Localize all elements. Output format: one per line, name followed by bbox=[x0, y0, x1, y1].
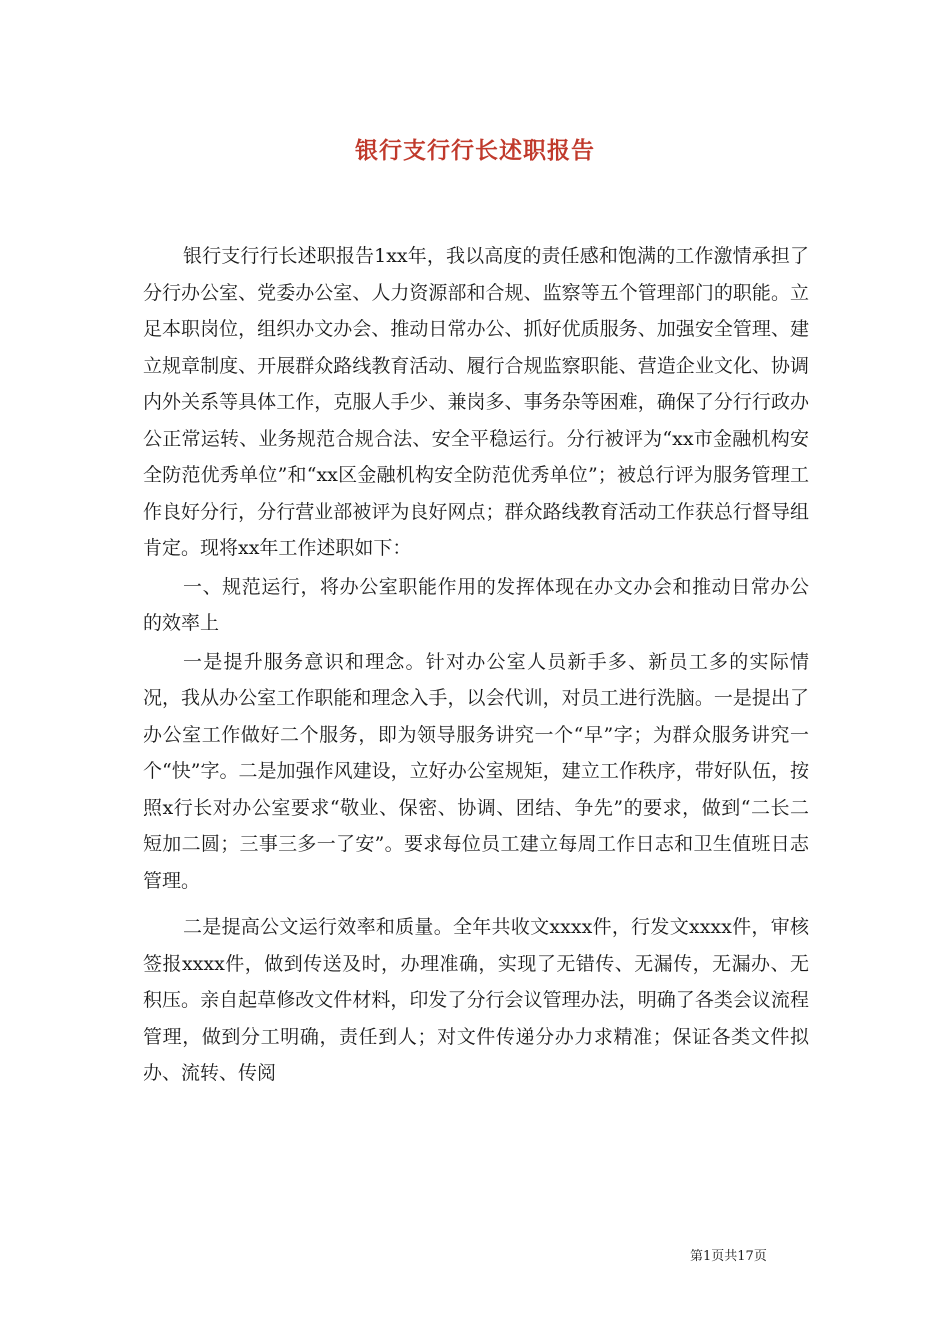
paragraph-section-heading: 一、规范运行，将办公室职能作用的发挥体现在办文办会和推动日常办公的效率上 bbox=[143, 575, 809, 634]
paragraph-point-one: 一是提升服务意识和理念。针对办公室人员新手多、新员工多的实际情况，我从办公室工作职能和理念入手，以会代训，对员工进行洗脑。一是提出了办公室工作做好二个服务，即为领导服务讲究一个“早”字；为群众服务讲究一个“快”字。二是加强作风建设，立好办公室规矩，建立工作秩序，带好队伍，按照x行长对办公室要求“敬业、保密、协调、团结、争先”的要求，做到“二长二短加二圆；三事三多一了安”。要求每位员工建立每周工作日志和卫生值班日志管理。 bbox=[143, 650, 809, 892]
document-title: 银行支行行长述职报告 bbox=[355, 137, 595, 164]
paragraph-point-two: 二是提高公文运行效率和质量。全年共收文xxxx件，行发文xxxx件，审核签报xxxx件，做到传送及时，办理准确，实现了无错传、无漏传，无漏办、无积压。亲自起草修改文件材料，印发了分行会议管理办法，明确了各类会议流程管理，做到分工明确，责任到人；对文件传递分办力求精准；保证各类文件拟办、流转、传阅 bbox=[143, 916, 809, 1084]
document-body bbox=[143, 238, 809, 1092]
page-number-footer: 第1页共17页 bbox=[690, 1249, 767, 1264]
paragraph-intro: 银行支行行长述职报告1xx年，我以高度的责任感和饱满的工作激情承担了分行办公室、党委办公室、人力资源部和合规、监察等五个管理部门的职能。立足本职岗位，组织办文办会、推动日常办公、抓好优质服务、加强安全管理、建立规章制度、开展群众路线教育活动、履行合规监察职能、营造企业文化、协调内外关系等具体工作，克服人手少、兼岗多、事务杂等困难，确保了分行行政办公正常运转、业务规范合规合法、安全平稳运行。分行被评为“xx市金融机构安全防范优秀单位”和“xx区金融机构安全防范优秀单位”；被总行评为服务管理工作良好分行，分行营业部被评为良好网点；群众路线教育活动工作获总行督导组肯定。现将xx年工作述职如下： bbox=[143, 245, 809, 559]
